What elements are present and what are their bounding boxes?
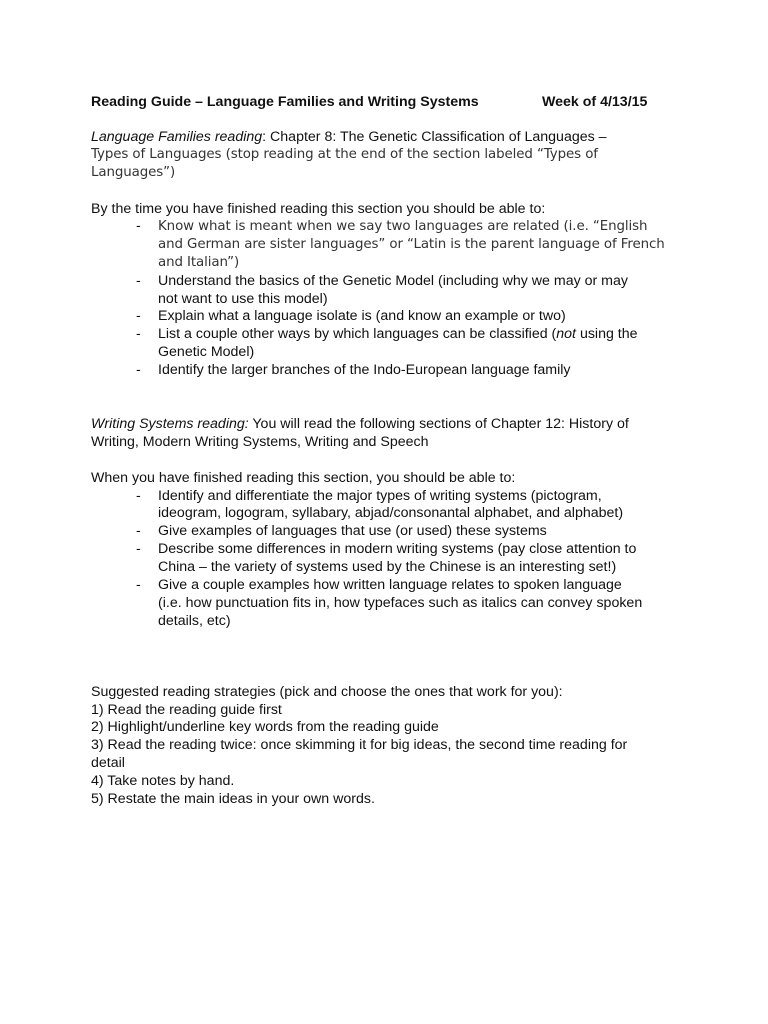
list-item-line: Explain what a language isolate is (and know an example or two) [158, 308, 566, 324]
list-item-text: using the [576, 326, 638, 342]
section2-label: Writing Systems reading: [91, 416, 249, 432]
list-item-line: Identify and differentiate the major types of writing systems (pictogram, [158, 488, 602, 504]
list-item-line: Genetic Model) [158, 344, 255, 360]
section1-intro [91, 128, 607, 146]
section2-intro-text: You will read the following sections of Chapter 12: History of [248, 416, 629, 432]
emphasis-not: not [556, 326, 576, 342]
list-item-line: Give a couple examples how written language relates to spoken language [158, 577, 622, 593]
section1-intro-line3: Languages”) [91, 165, 176, 180]
list-item-line: not want to use this model) [158, 291, 328, 307]
list-item-line: details, etc) [158, 613, 231, 629]
section2-lead: When you have finished reading this section, you should be able to: [91, 470, 516, 486]
strategy-item: 1) Read the reading guide first [91, 702, 282, 718]
section1-lead: By the time you have finished reading this section you should be able to: [91, 201, 546, 217]
list-item-line: ideogram, logogram, syllabary, abjad/consonantal alphabet, and alphabet) [158, 505, 624, 521]
list-item-line: Identify the larger branches of the Indo-European language family [158, 362, 571, 378]
bullet-dash: - [136, 326, 141, 342]
bullet-dash: - [136, 218, 141, 234]
section2-intro-line2: Writing, Modern Writing Systems, Writing and Speech [91, 434, 429, 450]
section1-label: Language Families reading [91, 129, 263, 145]
list-item-line: Give examples of languages that use (or used) these systems [158, 523, 547, 539]
strategy-item: 2) Highlight/underline key words from the reading guide [91, 719, 439, 735]
bullet-dash: - [136, 362, 141, 378]
bullet-dash: - [136, 273, 141, 289]
list-item-line: Know what is meant when we say two languages are related (i.e. “English [158, 219, 648, 234]
week-label: Week of 4/13/15 [542, 94, 648, 110]
strategy-item: 5) Restate the main ideas in your own words. [91, 791, 375, 807]
bullet-dash: - [136, 488, 141, 504]
list-item-line: Understand the basics of the Genetic Model (including why we may or may [158, 273, 628, 289]
list-item-line: China – the variety of systems used by the Chinese is an interesting set!) [158, 559, 617, 575]
strategy-item: 3) Read the reading twice: once skimming it for big ideas, the second time reading for [91, 737, 628, 753]
section2-intro [91, 415, 629, 433]
strategy-item: 4) Take notes by hand. [91, 773, 235, 789]
list-item-line [158, 325, 638, 343]
section1-intro-line2: Types of Languages (stop reading at the end of the section labeled “Types of [91, 147, 598, 162]
strategy-item-continued: detail [91, 755, 125, 771]
list-item-line: and German are sister languages” or “Latin is the parent language of French [158, 237, 665, 252]
list-item-text: List a couple other ways by which languages can be classified ( [158, 326, 557, 342]
bullet-dash: - [136, 577, 141, 593]
list-item-line: (i.e. how punctuation fits in, how typefaces such as italics can convey spoken [158, 595, 643, 611]
bullet-dash: - [136, 541, 141, 557]
strategies-lead: Suggested reading strategies (pick and choose the ones that work for you): [91, 684, 563, 700]
page-title: Reading Guide – Language Families and Writing Systems [91, 94, 479, 110]
list-item-line: Describe some differences in modern writing systems (pay close attention to [158, 541, 637, 557]
bullet-dash: - [136, 523, 141, 539]
section1-intro-text: : Chapter 8: The Genetic Classification of Languages – [262, 129, 607, 145]
bullet-dash: - [136, 308, 141, 324]
list-item-line: and Italian”) [158, 255, 240, 270]
